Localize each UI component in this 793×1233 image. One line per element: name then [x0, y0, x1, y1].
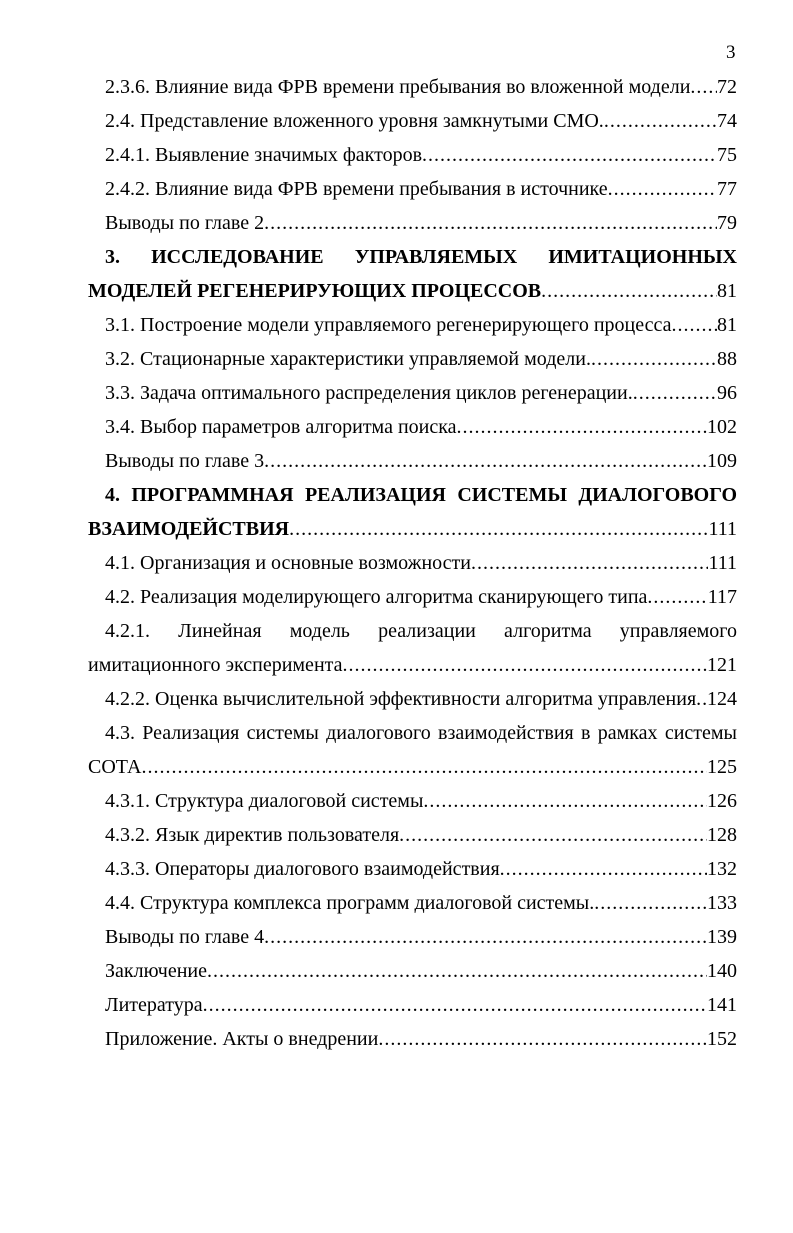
toc-entry-title: 4.4. Структура комплекса программ диалоговой системы.: [105, 892, 595, 914]
toc-entry-page: 121: [707, 654, 737, 676]
toc-entry-title: 4.2.1. Линейная модель реализации алгоритма управляемого: [105, 620, 737, 642]
toc-entry-page: 132: [707, 858, 737, 880]
toc-entry-page: 81: [717, 280, 737, 302]
leader-dots: [696, 682, 707, 716]
toc-entry: [0, 988, 793, 1022]
toc-entry-title: 4.2.2. Оценка вычислительной эффективности алгоритма управления: [105, 688, 697, 710]
toc-entry-page: 152: [707, 1028, 737, 1050]
toc-entry-page: 96: [717, 382, 737, 404]
toc-entry: [0, 206, 793, 240]
toc-entry: [0, 852, 793, 886]
leader-dots: [591, 342, 717, 376]
toc-entry-page: 74: [717, 110, 737, 132]
toc-entry-title: 4.1. Организация и основные возможности: [105, 552, 471, 574]
toc-entry: [0, 818, 793, 852]
leader-dots: [604, 104, 717, 138]
toc-entry-title: 3.4. Выбор параметров алгоритма поиска: [105, 416, 457, 438]
leader-dots: [500, 852, 707, 886]
toc-entry-page: 79: [717, 212, 737, 234]
toc-chapter-heading-line1: [0, 240, 793, 274]
toc-entry: [0, 172, 793, 206]
leader-dots: [672, 308, 718, 342]
toc-entry: [0, 410, 793, 444]
toc-entry-title: Приложение. Акты о внедрении: [105, 1028, 379, 1050]
toc-chapter-heading-line2: [0, 274, 793, 308]
toc-entry-page: 133: [707, 892, 737, 914]
leader-dots: [608, 172, 717, 206]
toc-chapter-heading-line1: [0, 478, 793, 512]
toc-entry-line2: [0, 648, 793, 682]
leader-dots: [399, 818, 707, 852]
toc-entry-page: 88: [717, 348, 737, 370]
leader-dots: [647, 580, 707, 614]
leader-dots: [633, 376, 717, 410]
leader-dots: [378, 1022, 707, 1056]
toc-entry-title: Выводы по главе 3: [105, 450, 265, 472]
toc-entry: [0, 308, 793, 342]
toc-entry-page: 109: [707, 450, 737, 472]
toc-entry-title: Выводы по главе 4: [105, 926, 265, 948]
toc-entry-title: 2.4.2. Влияние вида ФРВ времени пребывания в источнике: [105, 178, 608, 200]
toc-entry-line1: [0, 614, 793, 648]
toc-entry-title: имитационного эксперимента: [88, 654, 343, 676]
leader-dots: [141, 750, 707, 784]
toc-entry: [0, 444, 793, 478]
toc-entry: [0, 920, 793, 954]
toc-entry-title: МОДЕЛЕЙ РЕГЕНЕРИРУЮЩИХ ПРОЦЕССОВ: [88, 280, 542, 302]
toc-entry-title: 4.2. Реализация моделирующего алгоритма сканирующего типа: [105, 586, 648, 608]
leader-dots: [264, 206, 717, 240]
toc-entry-title: 4. ПРОГРАММНАЯ РЕАЛИЗАЦИЯ СИСТЕМЫ ДИАЛОГОВОГО: [105, 484, 737, 506]
toc-entry-page: 126: [707, 790, 737, 812]
toc-chapter-heading-line2: [0, 512, 793, 546]
toc-entry-page: 140: [707, 960, 737, 982]
toc-entry-title: 2.3.6. Влияние вида ФРВ времени пребывания во вложенной модели: [105, 76, 691, 98]
toc-entry-page: 125: [707, 756, 737, 778]
toc-entry-title: 4.3.2. Язык директив пользователя: [105, 824, 400, 846]
toc-entry-title: Выводы по главе 2: [105, 212, 265, 234]
toc-entry-page: 75: [717, 144, 737, 166]
toc-entry-title: 3. ИССЛЕДОВАНИЕ УПРАВЛЯЕМЫХ ИМИТАЦИОННЫХ: [105, 246, 737, 268]
toc-entry-title: ВЗАИМОДЕЙСТВИЯ: [88, 518, 290, 540]
leader-dots: [541, 274, 717, 308]
toc-entry-page: 141: [707, 994, 737, 1016]
toc-entry-line1: [0, 716, 793, 750]
toc-entry: [0, 342, 793, 376]
toc-entry-page: 128: [707, 824, 737, 846]
toc-entry: [0, 886, 793, 920]
leader-dots: [422, 138, 717, 172]
toc-entry-page: 111: [708, 552, 737, 574]
toc-entry-title: 2.4.1. Выявление значимых факторов: [105, 144, 423, 166]
toc-entry: [0, 954, 793, 988]
toc-entry-page: 102: [707, 416, 737, 438]
toc-entry-title: 2.4. Представление вложенного уровня замкнутыми СМО.: [105, 110, 604, 132]
toc-entry-title: 4.3.3. Операторы диалогового взаимодействия: [105, 858, 500, 880]
toc-entry-page: 77: [717, 178, 737, 200]
toc-entry: [0, 376, 793, 410]
toc-entry: [0, 784, 793, 818]
toc-entry-title: 3.2. Стационарные характеристики управляемой модели.: [105, 348, 591, 370]
leader-dots: [207, 954, 707, 988]
toc-entry-title: Заключение: [105, 960, 207, 982]
leader-dots: [264, 920, 707, 954]
leader-dots: [690, 70, 717, 104]
toc-entry-page: 139: [707, 926, 737, 948]
toc-entry-title: Литература: [105, 994, 203, 1016]
page-number: 3: [726, 42, 736, 63]
toc-entry-page: 124: [707, 688, 737, 710]
toc-entry-page: 81: [717, 314, 737, 336]
toc-entry-title: 4.3.1. Структура диалоговой системы: [105, 790, 424, 812]
toc-entry-title: 4.3. Реализация системы диалогового взаимодействия в рамках системы: [105, 722, 737, 744]
toc-entry: [0, 138, 793, 172]
toc-entry-page: 72: [717, 76, 737, 98]
leader-dots: [289, 512, 708, 546]
leader-dots: [203, 988, 707, 1022]
leader-dots: [457, 410, 707, 444]
leader-dots: [594, 886, 707, 920]
toc-entry-title: СОТА: [88, 756, 142, 778]
toc-entry-title: 3.1. Построение модели управляемого регенерирующего процесса: [105, 314, 672, 336]
toc-entry: [0, 546, 793, 580]
leader-dots: [264, 444, 707, 478]
toc-entry: [0, 580, 793, 614]
toc-entry-line2: [0, 750, 793, 784]
toc-entry-page: 117: [707, 586, 737, 608]
leader-dots: [471, 546, 709, 580]
table-of-contents: [0, 70, 793, 1056]
leader-dots: [343, 648, 707, 682]
toc-entry: [0, 682, 793, 716]
toc-entry-page: 111: [708, 518, 737, 540]
toc-entry-title: 3.3. Задача оптимального распределения циклов регенерации.: [105, 382, 633, 404]
leader-dots: [423, 784, 707, 818]
toc-entry: [0, 104, 793, 138]
toc-entry: [0, 1022, 793, 1056]
toc-entry: [0, 70, 793, 104]
